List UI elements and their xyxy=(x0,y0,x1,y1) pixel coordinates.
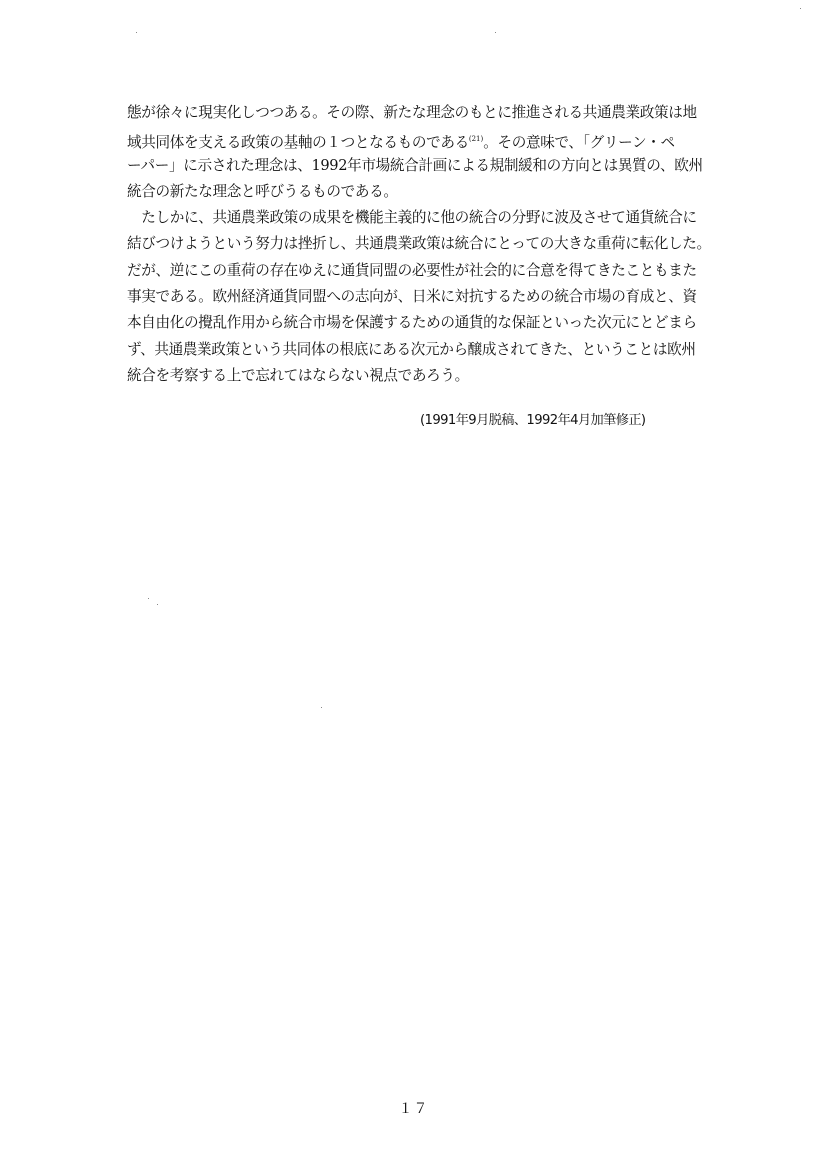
scan-speck xyxy=(800,8,801,9)
text-segment: 域共同体を支える政策の基軸の１つとなるものである xyxy=(127,134,469,152)
body-text xyxy=(127,100,727,389)
scan-speck xyxy=(148,598,149,599)
page-number: １７ xyxy=(398,1101,429,1117)
text-line: 事実である。欧州経済通貨同盟への志向が、日米に対抗するための統合市場の育成と、資 xyxy=(127,288,697,306)
text-line: 統合の新たな理念と呼びうるものである。 xyxy=(127,182,398,200)
paragraph-1 xyxy=(127,100,727,205)
scan-speck xyxy=(321,707,322,708)
scan-speck xyxy=(157,604,158,605)
paragraph-2 xyxy=(127,205,727,389)
text-line: 結びつけようという努力は挫折し、共通農業政策は統合にとっての大きな重荷に転化した。 xyxy=(127,235,711,253)
text-segment: 。その意味で、「グリーン・ペ xyxy=(483,134,675,152)
text-line: ず、共通農業政策という共同体の根底にある次元から醸成されてきた、ということは欧州 xyxy=(127,340,696,358)
text-line: 本自由化の攪乱作用から統合市場を保護するための通貨的な保証といった次元にとどまら xyxy=(127,314,697,332)
text-line: たしかに、共通農業政策の成果を機能主義的に他の統合の分野に波及させて通貨統合に xyxy=(127,209,697,227)
text-line: だが、逆にこの重荷の存在ゆえに通貨同盟の必要性が社会的に合意を得てきたこともまた xyxy=(127,261,697,279)
scan-speck xyxy=(136,32,137,33)
text-line: ーパー」に示された理念は、1992年市場統合計画による規制緩和の方向とは異質の、欧州 xyxy=(127,156,703,174)
text-line: 統合を考察する上で忘れてはならない視点であろう。 xyxy=(127,366,469,384)
text-line xyxy=(127,126,727,152)
text-line: 態が徐々に現実化しつつある。その際、新たな理念のもとに推進される共通農業政策は地 xyxy=(127,104,697,121)
footnote-reference: (21) xyxy=(468,135,484,144)
scan-speck xyxy=(495,32,496,33)
dateline: (1991年9月脱稿、1992年4月加筆修正) xyxy=(420,413,646,428)
